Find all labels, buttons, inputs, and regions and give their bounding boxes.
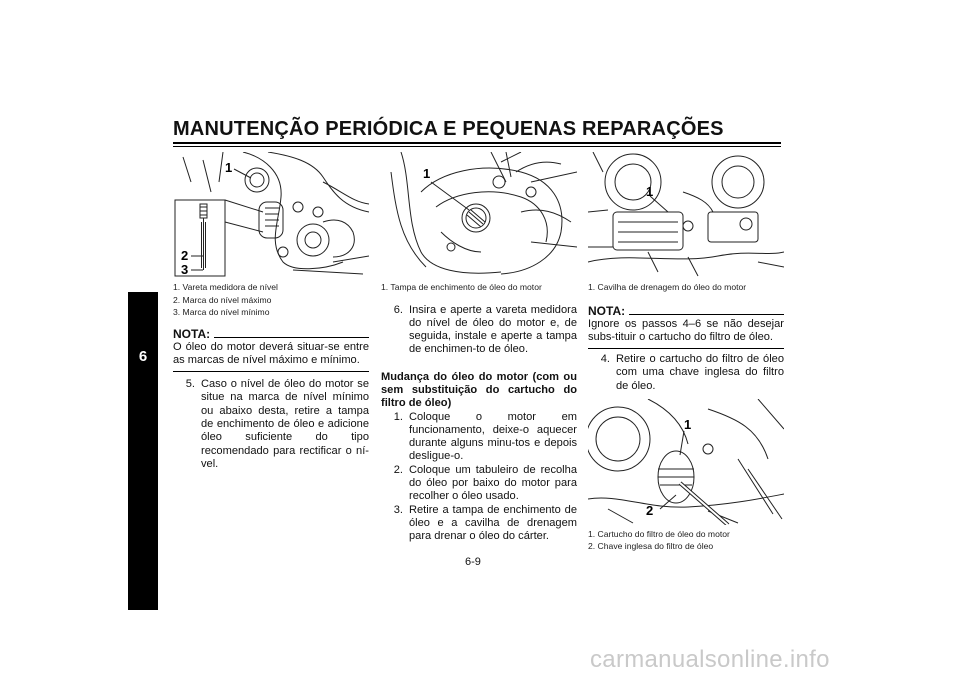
nota-text: O óleo do motor deverá situar-se entre as marcas de nível máximo e mínimo. [173, 340, 369, 366]
dipstick-illustration [173, 152, 369, 278]
figure-label-1: 1 [646, 184, 654, 199]
section-heading: Mudança do óleo do motor (com ou sem substituição do cartucho do filtro de óleo) [381, 370, 577, 410]
figure-caption [381, 281, 577, 294]
figure-label-2: 2 [181, 248, 189, 263]
step-text: Insira e aperte a vareta medidora do nível de óleo do motor e, de seguida, instale e aperte a tampa de enchimen-to de óleo. [409, 303, 577, 356]
figure-label-2: 2 [646, 502, 654, 518]
page-title: MANUTENÇÃO PERIÓDICA E PEQUENAS REPARAÇÕES [173, 118, 724, 140]
step-number: 3. [393, 503, 403, 516]
figure-label-1: 1 [225, 160, 233, 175]
figure-oil-filler-cap [381, 152, 577, 278]
figure-oil-filter [588, 399, 784, 525]
filler-cap-illustration [381, 152, 577, 278]
step-number: 4. [600, 353, 610, 366]
chapter-number: 6 [138, 348, 148, 365]
step-number: 6. [393, 303, 403, 316]
caption-line: 1. Vareta medidora de nível [173, 282, 278, 292]
caption-line: 1. Cavilha de drenagem do óleo do motor [588, 282, 747, 292]
nota-text: Ignore os passos 4–6 se não desejar subs-tituir o cartucho do filtro de óleo. [588, 317, 784, 343]
figure-label-3: 3 [181, 262, 189, 277]
figure-caption [588, 281, 784, 294]
nota-label: NOTA: [588, 303, 626, 318]
title-rule-thin [173, 146, 781, 147]
step-1 [381, 411, 577, 464]
caption-line: 1. Cartucho do filtro de óleo do motor [588, 528, 730, 539]
page-number: 6-9 [465, 556, 481, 568]
caption-line: 2. Marca do nível máximo [173, 294, 272, 305]
figure-caption [173, 281, 369, 319]
title-rule [173, 142, 781, 144]
caption-line: 2. Chave inglesa do filtro de óleo [588, 541, 714, 552]
step-4 [588, 353, 784, 393]
watermark: carmanualsonline.info [590, 646, 830, 673]
column-middle [381, 152, 577, 544]
step-text: Coloque um tabuleiro de recolha do óleo por baixo do motor para recolher o óleo usado. [409, 463, 577, 503]
step-6 [381, 304, 577, 357]
caption-line: 1. Tampa de enchimento de óleo do motor [381, 282, 542, 292]
step-text: Retire a tampa de enchimento de óleo e a cavilha de drenagem para drenar o óleo do cárter. [409, 503, 577, 543]
drain-bolt-illustration [588, 152, 784, 278]
figure-caption [588, 528, 784, 553]
nota-rule [173, 371, 369, 372]
step-number: 5. [185, 378, 195, 391]
step-number: 2. [393, 463, 403, 476]
figure-dipstick [173, 152, 369, 278]
step-2 [381, 464, 577, 504]
step-text: Coloque o motor em funcionamento, deixe-o aquecer durante alguns minu-tos e depois desligue-o. [409, 410, 577, 463]
nota-rule [588, 348, 784, 349]
nota-heading [588, 304, 784, 318]
nota-label: NOTA: [173, 326, 211, 341]
column-right [588, 152, 784, 553]
step-3 [381, 504, 577, 544]
step-number: 1. [393, 410, 403, 423]
step-text: Retire o cartucho do filtro de óleo com uma chave inglesa do filtro de óleo. [616, 353, 784, 392]
oil-filter-illustration [588, 399, 784, 525]
caption-line: 3. Marca do nível mínimo [173, 307, 270, 317]
nota-heading [173, 327, 369, 341]
step-text: Caso o nível de óleo do motor se situe na marca de nível mínimo ou abaixo desta, retire a tampa de enchimento de óleo e adicione óleo suficiente do tipo recomendado para rectificar o ní-vel. [201, 378, 369, 470]
column-left [173, 152, 369, 471]
chapter-tab [128, 292, 158, 610]
figure-label-1: 1 [423, 166, 431, 181]
step-5 [173, 378, 369, 471]
figure-label-1: 1 [684, 416, 692, 432]
figure-drain-bolt [588, 152, 784, 278]
